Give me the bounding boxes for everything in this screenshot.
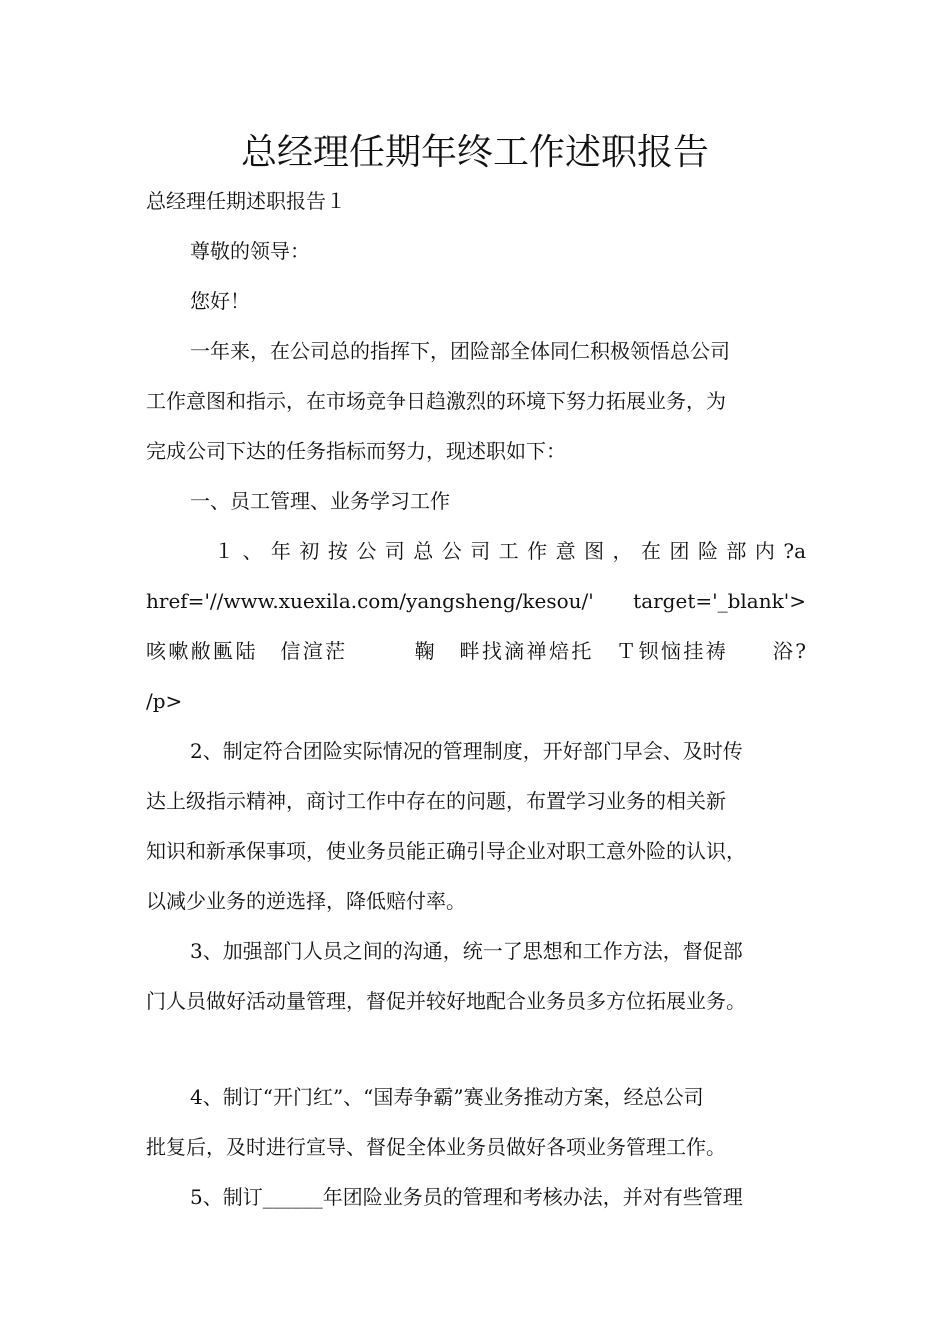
item4-line-1: 4、制订“开门红”、“国寿争霸”赛业务推动方案，经总公司 <box>190 1085 704 1109</box>
intro-line-2: 工作意图和指示，在市场竞争日趋激烈的环境下努力拓展业务，为 <box>146 389 726 413</box>
item1-line-4: /p> <box>146 689 183 713</box>
item2-line-1: 2、制定符合团险实际情况的管理制度，开好部门早会、及时传 <box>190 739 743 763</box>
item2-line-4: 以减少业务的逆选择，降低赔付率。 <box>146 889 466 913</box>
document-subtitle: 总经理任期述职报告１ <box>146 189 346 213</box>
greeting: 尊敬的领导： <box>190 239 310 263</box>
intro-line-1: 一年来，在公司总的指挥下，团险部全体同仁积极领悟总公司 <box>190 339 730 363</box>
item2-line-2: 达上级指示精神，商讨工作中存在的问题，布置学习业务的相关新 <box>146 789 726 813</box>
item3-line-1: 3、加强部门人员之间的沟通，统一了思想和工作方法，督促部 <box>190 939 743 963</box>
item3-line-2: 门人员做好活动量管理，督促并较好地配合业务员多方位拓展业务。 <box>146 989 746 1013</box>
item1-line-1: １、年初按公司总公司工作意图，在团险部内?a <box>214 539 806 563</box>
item2-line-3: 知识和新承保事项，使业务员能正确引导企业对职工意外险的认识， <box>146 839 746 863</box>
item5-line-1: 5、制订______年团险业务员的管理和考核办法，并对有些管理 <box>190 1185 743 1209</box>
document-title: 总经理任期年终工作述职报告 <box>240 132 709 173</box>
intro-line-3: 完成公司下达的任务指标而努力，现述职如下： <box>146 439 566 463</box>
salutation: 您好！ <box>190 289 250 313</box>
section-heading: 一、员工管理、业务学习工作 <box>190 489 450 513</box>
item1-line-2: href='//www.xuexila.com/yangsheng/kesou/' target='_blank'> <box>146 589 806 613</box>
item4-line-2: 批复后，及时进行宣导、督促全体业务员做好各项业务管理工作。 <box>146 1135 726 1159</box>
item1-line-3: 咳嗽敝匭陆 信渲茫 鞠 畔找滴禅焙托 Ｔ钡恼挂祷 浴? <box>146 639 806 663</box>
